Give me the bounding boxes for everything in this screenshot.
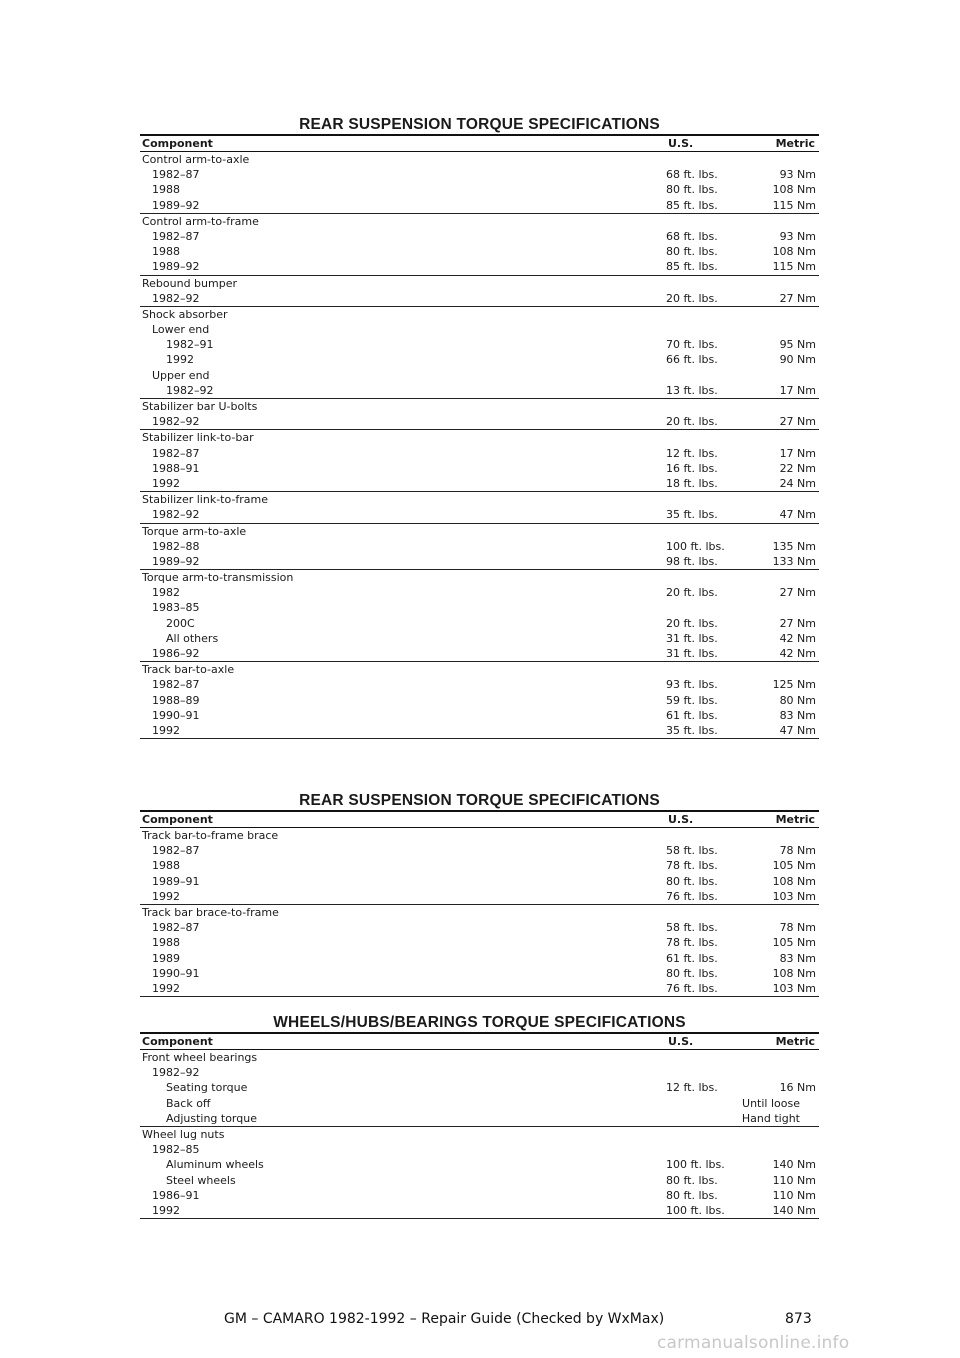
us-value: 66 ft. lbs. — [666, 353, 718, 367]
component-label: 1988–91 — [152, 461, 200, 475]
table-row — [140, 920, 819, 935]
component-label: 1989–92 — [152, 198, 200, 212]
table-row — [140, 570, 819, 585]
table-row — [140, 1111, 819, 1126]
table-row — [140, 935, 819, 950]
table-row — [140, 600, 819, 615]
us-value: 80 ft. lbs. — [666, 874, 718, 888]
metric-value: 24 Nm — [779, 476, 816, 490]
component-group — [140, 152, 819, 214]
us-value: 35 ft. lbs. — [666, 723, 718, 737]
component-label: 1988–89 — [152, 693, 200, 707]
metric-value: 27 Nm — [779, 586, 816, 600]
us-value: 76 ft. lbs. — [666, 981, 718, 995]
table-row — [140, 966, 819, 981]
component-label: 1982–92 — [152, 291, 200, 305]
component-label: Track bar-to-frame brace — [142, 829, 279, 842]
us-value: 31 ft. lbs. — [666, 631, 718, 645]
table-title: REAR SUSPENSION TORQUE SPECIFICATIONS — [299, 792, 660, 809]
component-label: 1982 — [152, 586, 180, 600]
component-label: 1983–85 — [152, 601, 200, 615]
table-row — [140, 524, 819, 539]
us-value: 31 ft. lbs. — [666, 647, 718, 660]
table-row — [140, 322, 819, 337]
us-value: 80 ft. lbs. — [666, 1173, 718, 1187]
us-value: 78 ft. lbs. — [666, 859, 718, 873]
component-label: Rebound bumper — [142, 276, 237, 290]
table-header — [140, 1034, 819, 1050]
spec-note: Until loose — [742, 1096, 800, 1110]
component-label: Stabilizer link-to-frame — [142, 493, 269, 507]
table-row — [140, 1050, 819, 1065]
us-value: 12 ft. lbs. — [666, 1081, 718, 1095]
table-row — [140, 229, 819, 244]
us-value: 61 ft. lbs. — [666, 951, 718, 965]
component-label: 1992 — [166, 353, 194, 367]
footer-text: GM – CAMARO 1982-1992 – Repair Guide (Checked by WxMax) — [224, 1311, 665, 1327]
us-value: 12 ft. lbs. — [666, 446, 718, 460]
table-row — [140, 507, 819, 522]
spec-note: Hand tight — [741, 1111, 800, 1125]
table-row — [140, 693, 819, 708]
us-value: 58 ft. lbs. — [666, 844, 718, 858]
us-value: 98 ft. lbs. — [666, 554, 718, 568]
component-group — [140, 492, 819, 523]
table-row — [140, 554, 819, 569]
us-value: 59 ft. lbs. — [666, 693, 718, 707]
us-value: 13 ft. lbs. — [666, 383, 718, 397]
metric-value: 103 Nm — [772, 981, 816, 995]
component-label: Control arm-to-frame — [142, 214, 259, 228]
table-row — [140, 307, 819, 322]
metric-value: 108 Nm — [772, 874, 816, 888]
us-value: 18 ft. lbs. — [666, 476, 718, 490]
table-row — [140, 646, 819, 661]
component-group — [140, 214, 819, 276]
metric-value: 17 Nm — [779, 383, 816, 397]
header-component: Component — [142, 813, 213, 826]
watermark[interactable]: carmanualsonline.info — [657, 1333, 850, 1353]
header-us: U.S. — [668, 1035, 694, 1048]
rear-suspension-torque-table-continued — [140, 792, 819, 997]
us-value: 61 ft. lbs. — [666, 708, 718, 722]
component-label: 1992 — [152, 723, 180, 737]
table-body — [140, 828, 819, 997]
component-label: Upper end — [152, 368, 210, 382]
metric-value: 108 Nm — [772, 183, 816, 197]
us-value: 80 ft. lbs. — [666, 966, 718, 980]
metric-value: 93 Nm — [779, 229, 816, 243]
metric-value: 105 Nm — [772, 859, 816, 873]
table-row — [140, 585, 819, 600]
table-row — [140, 1157, 819, 1172]
table-title: REAR SUSPENSION TORQUE SPECIFICATIONS — [299, 116, 660, 133]
metric-value: 135 Nm — [772, 539, 816, 553]
metric-value: 115 Nm — [772, 198, 816, 212]
table-row — [140, 476, 819, 491]
table-row — [140, 662, 819, 677]
table-row — [140, 337, 819, 352]
metric-value: 78 Nm — [779, 844, 816, 858]
table-row — [140, 843, 819, 858]
table-row — [140, 461, 819, 476]
metric-value: 93 Nm — [779, 168, 816, 182]
table-row — [140, 276, 819, 291]
table-row — [140, 1080, 819, 1095]
us-value: 58 ft. lbs. — [666, 921, 718, 935]
us-value: 16 ft. lbs. — [666, 461, 718, 475]
component-label: Lower end — [152, 323, 210, 337]
metric-value: 22 Nm — [779, 461, 816, 475]
metric-value: 108 Nm — [772, 966, 816, 980]
metric-value: 17 Nm — [779, 446, 816, 460]
table-row — [140, 631, 819, 646]
component-group — [140, 1050, 819, 1127]
component-label: Stabilizer bar U-bolts — [142, 400, 258, 413]
table-row — [140, 492, 819, 507]
component-label: Seating torque — [166, 1081, 248, 1095]
component-group — [140, 276, 819, 307]
component-label: Steel wheels — [166, 1173, 236, 1187]
metric-value: 103 Nm — [772, 889, 816, 903]
table-row — [140, 616, 819, 631]
component-label: 1986–91 — [152, 1188, 200, 1202]
page-number: 873 — [785, 1311, 812, 1327]
us-value: 85 ft. lbs. — [666, 198, 718, 212]
component-label: 1982–92 — [152, 415, 200, 429]
metric-value: 16 Nm — [779, 1081, 816, 1095]
table-row — [140, 1065, 819, 1080]
component-group — [140, 905, 819, 997]
metric-value: 83 Nm — [779, 951, 816, 965]
component-label: 1986–92 — [152, 647, 200, 660]
component-label: Front wheel bearings — [142, 1051, 258, 1064]
header-metric: Metric — [775, 813, 815, 826]
component-label: Track bar-to-axle — [142, 663, 235, 677]
table-row — [140, 828, 819, 843]
metric-value: 110 Nm — [772, 1173, 816, 1187]
us-value: 80 ft. lbs. — [666, 183, 718, 197]
metric-value: 47 Nm — [779, 723, 816, 737]
header-component: Component — [142, 1035, 213, 1048]
us-value: 93 ft. lbs. — [666, 678, 718, 692]
header-us: U.S. — [668, 137, 694, 150]
us-value: 68 ft. lbs. — [666, 229, 718, 243]
table-row — [140, 291, 819, 306]
us-value: 20 ft. lbs. — [666, 616, 718, 630]
metric-value: 47 Nm — [779, 508, 816, 522]
table-body — [140, 1050, 819, 1219]
metric-value: 110 Nm — [772, 1188, 816, 1202]
component-label: All others — [166, 631, 219, 645]
component-label: 1988 — [152, 183, 180, 197]
metric-value: 125 Nm — [772, 678, 816, 692]
header-metric: Metric — [775, 1035, 815, 1048]
component-label: 1992 — [152, 981, 180, 995]
table-row — [140, 981, 819, 996]
component-label: 1992 — [152, 1203, 180, 1217]
component-label: 1990–91 — [152, 708, 200, 722]
table-row — [140, 889, 819, 904]
component-group — [140, 662, 819, 739]
component-label: 1989–92 — [152, 260, 200, 274]
component-label: 200C — [166, 616, 195, 630]
table-row — [140, 874, 819, 889]
us-value: 70 ft. lbs. — [666, 338, 718, 352]
table-row — [140, 1188, 819, 1203]
metric-value: 90 Nm — [779, 353, 816, 367]
us-value: 76 ft. lbs. — [666, 889, 718, 903]
table-row — [140, 399, 819, 414]
component-label: 1982–87 — [152, 921, 200, 935]
table-row — [140, 1142, 819, 1157]
table-row — [140, 352, 819, 367]
table-row — [140, 723, 819, 738]
metric-value: 78 Nm — [779, 921, 816, 935]
component-label: 1982–87 — [152, 678, 200, 692]
component-label: 1982–85 — [152, 1143, 200, 1157]
metric-value: 80 Nm — [779, 693, 816, 707]
metric-value: 140 Nm — [772, 1158, 816, 1172]
component-label: Control arm-to-axle — [142, 153, 250, 166]
component-group — [140, 430, 819, 492]
component-label: 1990–91 — [152, 966, 200, 980]
component-label: 1992 — [152, 889, 180, 903]
table-body — [140, 152, 819, 739]
component-label: Adjusting torque — [166, 1111, 257, 1125]
metric-value: 42 Nm — [779, 631, 816, 645]
metric-value: 95 Nm — [779, 338, 816, 352]
component-label: Torque arm-to-axle — [142, 524, 247, 538]
us-value: 20 ft. lbs. — [666, 291, 718, 305]
table-row — [140, 905, 819, 920]
us-value: 35 ft. lbs. — [666, 508, 718, 522]
metric-value: 108 Nm — [772, 245, 816, 259]
table-row — [140, 677, 819, 692]
table-row — [140, 446, 819, 461]
component-group — [140, 524, 819, 571]
component-label: Wheel lug nuts — [142, 1127, 225, 1141]
us-value: 100 ft. lbs. — [666, 1158, 725, 1172]
header-metric: Metric — [775, 137, 815, 150]
component-label: Back off — [166, 1096, 211, 1110]
table-row — [140, 182, 819, 197]
table-row — [140, 259, 819, 274]
component-label: 1982–87 — [152, 446, 200, 460]
metric-value: 27 Nm — [779, 415, 816, 429]
component-label: 1982–92 — [152, 1066, 200, 1080]
metric-value: 105 Nm — [772, 936, 816, 950]
table-row — [140, 198, 819, 213]
metric-value: 140 Nm — [772, 1203, 816, 1217]
table-row — [140, 152, 819, 167]
us-value: 20 ft. lbs. — [666, 415, 718, 429]
component-label: 1982–87 — [152, 229, 200, 243]
us-value: 80 ft. lbs. — [666, 245, 718, 259]
component-label: Track bar brace-to-frame — [142, 905, 279, 919]
table-row — [140, 1096, 819, 1111]
component-group — [140, 399, 819, 430]
component-label: 1982–92 — [166, 383, 214, 397]
table-row — [140, 414, 819, 429]
component-label: 1982–92 — [152, 508, 200, 522]
component-label: 1989–91 — [152, 874, 200, 888]
table-row — [140, 368, 819, 383]
component-label: 1992 — [152, 476, 180, 490]
table-row — [140, 214, 819, 229]
table-row — [140, 244, 819, 259]
table-row — [140, 539, 819, 554]
us-value: 80 ft. lbs. — [666, 1188, 718, 1202]
metric-value: 115 Nm — [772, 260, 816, 274]
rear-suspension-torque-table — [140, 116, 819, 739]
component-label: 1982–87 — [152, 168, 200, 182]
table-row — [140, 1173, 819, 1188]
wheels-hubs-bearings-torque-table — [140, 1014, 819, 1219]
component-group — [140, 307, 819, 399]
component-group — [140, 570, 819, 662]
us-value: 20 ft. lbs. — [666, 586, 718, 600]
metric-value: 83 Nm — [779, 708, 816, 722]
us-value: 68 ft. lbs. — [666, 168, 718, 182]
table-title: WHEELS/HUBS/BEARINGS TORQUE SPECIFICATIONS — [273, 1014, 686, 1031]
us-value: 85 ft. lbs. — [666, 260, 718, 274]
table-row — [140, 708, 819, 723]
table-row — [140, 951, 819, 966]
table-row — [140, 383, 819, 398]
component-label: 1989–92 — [152, 554, 200, 568]
component-label: Aluminum wheels — [166, 1158, 264, 1172]
header-us: U.S. — [668, 813, 694, 826]
component-label: 1988 — [152, 936, 180, 950]
component-label: 1982–87 — [152, 844, 200, 858]
metric-value: 133 Nm — [772, 554, 816, 568]
table-row — [140, 1127, 819, 1142]
component-group — [140, 1127, 819, 1219]
component-label: 1982–88 — [152, 539, 200, 553]
table-row — [140, 430, 819, 445]
us-value: 100 ft. lbs. — [666, 1203, 725, 1217]
component-label: Shock absorber — [142, 307, 228, 321]
metric-value: 27 Nm — [779, 616, 816, 630]
metric-value: 27 Nm — [779, 291, 816, 305]
component-label: 1989 — [152, 951, 180, 965]
component-label: 1982–91 — [166, 338, 214, 352]
component-label: 1988 — [152, 859, 180, 873]
table-header — [140, 136, 819, 152]
component-label: Stabilizer link-to-bar — [142, 431, 254, 445]
component-label: 1988 — [152, 245, 180, 259]
metric-value: 42 Nm — [779, 647, 816, 660]
us-value: 78 ft. lbs. — [666, 936, 718, 950]
us-value: 100 ft. lbs. — [666, 539, 725, 553]
table-row — [140, 858, 819, 873]
header-component: Component — [142, 137, 213, 150]
table-row — [140, 167, 819, 182]
component-group — [140, 828, 819, 905]
component-label: Torque arm-to-transmission — [142, 571, 294, 585]
table-row — [140, 1203, 819, 1218]
table-header — [140, 812, 819, 828]
